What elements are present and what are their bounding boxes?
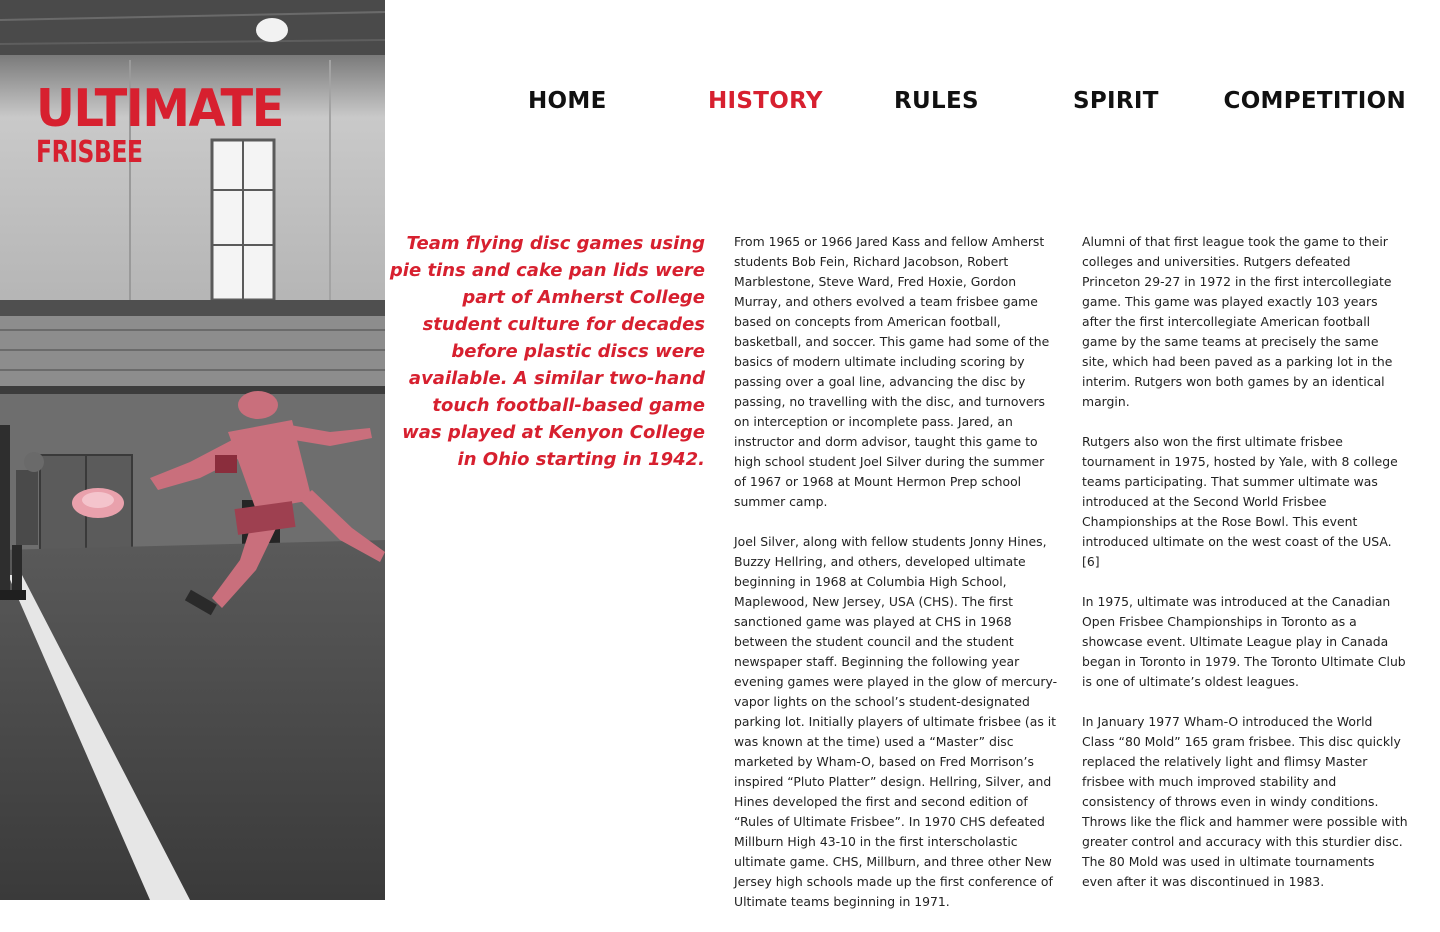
history-paragraph: From 1965 or 1966 Jared Kass and fellow Amherst students Bob Fein, Richard Jacobson, Robert Marblestone, Steve Ward, Fred Hoxie, Gordon Murray, and others evolved a team frisbee game based on concepts from American football, basketball, and soccer. This game had some of the basics of modern ultimate including scoring by passing over a goal line, advancing the disc by passing, no travelling with the disc, and turnovers on interception or incomplete pass. Jared, an instructor and dorm advisor, taught this game to high school student Joel Silver during the summer of 1967 or 1968 at Mount Hermon Prep school summer camp.: [734, 234, 1050, 509]
pull-quote: Team flying disc games using pie tins and cake pan lids were part of Amherst College student culture for decades before plastic discs were available. A similar two-hand touch football-based game was played at Kenyon College in Ohio starting in 1942.: [389, 233, 705, 470]
history-paragraph: Joel Silver, along with fellow students Jonny Hines, Buzzy Hellring, and others, developed ultimate beginning in 1968 at Columbia High School, Maplewood, New Jersey, USA (CHS). The first sanctioned game was played at CHS in 1968 between the student council and the student newspaper staff. Beginning the following year evening games were played in the glow of mercury-vapor lights on the school’s student-designated parking lot. Initially players of ultimate frisbee (as it was known at the time) used a “Master” disc marketed by Wham-O, based on Fred Morrison’s inspired “Pluto Platter” design. Hellring, Silver, and Hines developed the first and second edition of “Rules of Ultimate Frisbee”. In 1970 CHS defeated Millburn High 43-10 in the first interscholastic ultimate game. CHS, Millburn, and three other New Jersey high schools made up the first conference of Ultimate teams beginning in 1971.: [734, 534, 1058, 909]
nav-spirit[interactable]: SPIRIT: [1073, 88, 1159, 114]
history-paragraph: In 1975, ultimate was introduced at the Canadian Open Frisbee Championships in Toronto as a showcase event. Ultimate League play in Canada began in Toronto in 1979. The Toronto Ultimate Club is one of ultimate’s oldest leagues.: [1082, 594, 1406, 689]
logo-title: ULTIMATE: [36, 79, 284, 139]
nav-history[interactable]: HISTORY: [708, 88, 823, 114]
nav-rules[interactable]: RULES: [894, 88, 979, 114]
nav-home[interactable]: HOME: [528, 88, 607, 114]
history-column-1: [734, 232, 1058, 932]
logo-subtitle: FRISBEE: [36, 135, 143, 170]
site-logo[interactable]: [36, 80, 305, 168]
hero-photo: [0, 0, 385, 900]
history-paragraph: Rutgers also won the first ultimate frisbee tournament in 1975, hosted by Yale, with 8 college teams participating. That summer ultimate was introduced at the Second World Frisbee Championships at the Rose Bowl. This event introduced ultimate on the west coast of the USA.[6]: [1082, 434, 1398, 569]
history-paragraph: Alumni of that first league took the game to their colleges and universities. Rutgers defeated Princeton 29-27 in 1972 in the first intercollegiate game. This game was played exactly 103 years after the first intercollegiate American football game by the same teams at precisely the same site, which had been paved as a parking lot in the interim. Rutgers won both games by an identical margin.: [1082, 234, 1393, 409]
history-paragraph: In January 1977 Wham-O introduced the World Class “80 Mold” 165 gram frisbee. This disc quickly replaced the relatively light and flimsy Master frisbee with much improved stability and consistency of throws even in windy conditions. Throws like the flick and hammer were possible with greater control and accuracy with this sturdier disc. The 80 Mold was used in ultimate tournaments even after it was discontinued in 1983.: [1082, 714, 1408, 889]
nav-competition[interactable]: COMPETITION: [1223, 88, 1406, 114]
history-column-2: [1082, 232, 1408, 912]
